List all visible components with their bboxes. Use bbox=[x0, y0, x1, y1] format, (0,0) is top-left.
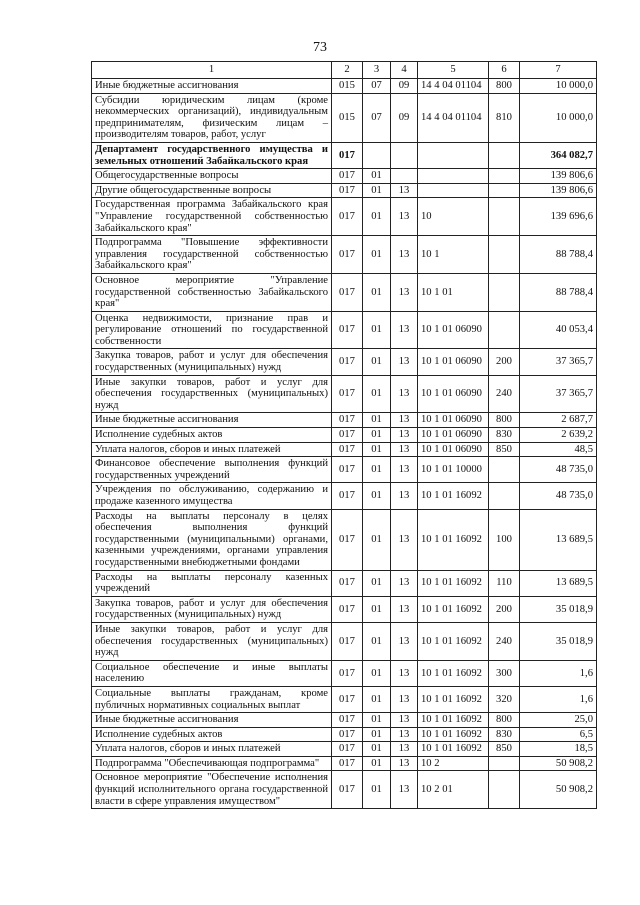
row-name-cell: Закупка товаров, работ и услуг для обеспечения государственных (муниципальных) нужд bbox=[92, 349, 332, 375]
row-vr-cell bbox=[489, 311, 520, 349]
row-ved-cell: 017 bbox=[332, 713, 363, 728]
row-name-cell: Государственная программа Забайкальского края "Управление государственной собственностью Забайкальского края" bbox=[92, 198, 332, 236]
table-row bbox=[92, 236, 597, 274]
row-vr-cell bbox=[489, 183, 520, 198]
table-row bbox=[92, 483, 597, 509]
row-name-cell: Исполнение судебных актов bbox=[92, 428, 332, 443]
table-row bbox=[92, 442, 597, 457]
row-ved-cell: 015 bbox=[332, 79, 363, 94]
row-name-cell: Подпрограмма "Обеспечивающая подпрограмма" bbox=[92, 756, 332, 771]
row-csr-cell: 10 1 01 06090 bbox=[418, 413, 489, 428]
row-sum-cell: 35 018,9 bbox=[520, 596, 597, 622]
row-sum-cell: 48 735,0 bbox=[520, 457, 597, 483]
row-csr-cell: 10 1 01 16092 bbox=[418, 483, 489, 509]
row-sum-cell: 37 365,7 bbox=[520, 349, 597, 375]
row-name-cell: Субсидии юридическим лицам (кроме некоммерческих организаций), индивидуальным предпринимателям, физическим лицам – производителям товаров, работ, услуг bbox=[92, 93, 332, 142]
table-row bbox=[92, 349, 597, 375]
row-name-cell: Основное мероприятие "Управление государственной собственностью Забайкальского края" bbox=[92, 273, 332, 311]
row-ved-cell: 017 bbox=[332, 686, 363, 712]
row-rz-cell: 01 bbox=[363, 236, 391, 274]
row-name-cell: Уплата налогов, сборов и иных платежей bbox=[92, 442, 332, 457]
row-sum-cell: 37 365,7 bbox=[520, 375, 597, 413]
row-name-cell: Учреждения по обслуживанию, содержанию и продаже казенного имущества bbox=[92, 483, 332, 509]
row-vr-cell bbox=[489, 198, 520, 236]
row-sum-cell: 13 689,5 bbox=[520, 509, 597, 570]
row-pr-cell: 09 bbox=[391, 93, 418, 142]
table-row bbox=[92, 457, 597, 483]
row-ved-cell: 017 bbox=[332, 198, 363, 236]
row-csr-cell: 10 1 01 06090 bbox=[418, 442, 489, 457]
row-csr-cell: 10 1 01 16092 bbox=[418, 570, 489, 596]
row-name-cell: Иные закупки товаров, работ и услуг для обеспечения государственных (муниципальных) нужд bbox=[92, 375, 332, 413]
row-rz-cell: 01 bbox=[363, 413, 391, 428]
row-name-cell: Закупка товаров, работ и услуг для обеспечения государственных (муниципальных) нужд bbox=[92, 596, 332, 622]
row-name-cell: Иные бюджетные ассигнования bbox=[92, 713, 332, 728]
row-ved-cell: 017 bbox=[332, 311, 363, 349]
table-row bbox=[92, 727, 597, 742]
row-vr-cell: 320 bbox=[489, 686, 520, 712]
row-sum-cell: 2 687,7 bbox=[520, 413, 597, 428]
row-sum-cell: 139 806,6 bbox=[520, 169, 597, 184]
row-vr-cell: 240 bbox=[489, 622, 520, 660]
row-name-cell: Расходы на выплаты персоналу казенных учреждений bbox=[92, 570, 332, 596]
row-csr-cell: 10 2 bbox=[418, 756, 489, 771]
row-name-cell: Социальные выплаты гражданам, кроме публичных нормативных социальных выплат bbox=[92, 686, 332, 712]
table-row bbox=[92, 273, 597, 311]
column-header: 3 bbox=[363, 62, 391, 79]
table-row bbox=[92, 198, 597, 236]
row-vr-cell: 830 bbox=[489, 727, 520, 742]
row-vr-cell: 200 bbox=[489, 596, 520, 622]
row-pr-cell bbox=[391, 169, 418, 184]
row-pr-cell: 13 bbox=[391, 509, 418, 570]
row-sum-cell: 35 018,9 bbox=[520, 622, 597, 660]
row-csr-cell: 10 2 01 bbox=[418, 771, 489, 809]
page-number: 73 bbox=[313, 40, 327, 55]
row-csr-cell: 10 1 01 10000 bbox=[418, 457, 489, 483]
row-csr-cell: 10 1 01 06090 bbox=[418, 428, 489, 443]
row-csr-cell: 10 1 01 16092 bbox=[418, 596, 489, 622]
row-rz-cell: 01 bbox=[363, 349, 391, 375]
row-rz-cell: 01 bbox=[363, 570, 391, 596]
row-ved-cell: 017 bbox=[332, 483, 363, 509]
row-pr-cell: 13 bbox=[391, 311, 418, 349]
row-ved-cell: 017 bbox=[332, 756, 363, 771]
row-pr-cell: 13 bbox=[391, 198, 418, 236]
row-rz-cell: 07 bbox=[363, 79, 391, 94]
row-name-cell: Департамент государственного имущества и земельных отношений Забайкальского края bbox=[92, 142, 332, 168]
row-ved-cell: 017 bbox=[332, 509, 363, 570]
row-csr-cell: 10 1 bbox=[418, 236, 489, 274]
row-name-cell: Основное мероприятие "Обеспечение исполнения функций исполнительного органа государственной власти в сфере управления имуществом" bbox=[92, 771, 332, 809]
row-csr-cell: 10 1 01 16092 bbox=[418, 713, 489, 728]
row-name-cell: Финансовое обеспечение выполнения функций государственных учреждений bbox=[92, 457, 332, 483]
table-row bbox=[92, 596, 597, 622]
row-csr-cell: 10 bbox=[418, 198, 489, 236]
row-sum-cell: 139 696,6 bbox=[520, 198, 597, 236]
column-header: 7 bbox=[520, 62, 597, 79]
row-rz-cell: 01 bbox=[363, 442, 391, 457]
row-rz-cell: 01 bbox=[363, 375, 391, 413]
row-ved-cell: 017 bbox=[332, 596, 363, 622]
table-row bbox=[92, 428, 597, 443]
table-row bbox=[92, 79, 597, 94]
row-name-cell: Социальное обеспечение и иные выплаты населению bbox=[92, 660, 332, 686]
row-sum-cell: 50 908,2 bbox=[520, 756, 597, 771]
row-ved-cell: 017 bbox=[332, 660, 363, 686]
row-pr-cell: 13 bbox=[391, 236, 418, 274]
row-rz-cell: 01 bbox=[363, 311, 391, 349]
row-pr-cell: 13 bbox=[391, 183, 418, 198]
row-sum-cell: 48,5 bbox=[520, 442, 597, 457]
row-csr-cell: 10 1 01 16092 bbox=[418, 742, 489, 757]
row-sum-cell: 10 000,0 bbox=[520, 79, 597, 94]
row-pr-cell: 13 bbox=[391, 273, 418, 311]
row-pr-cell: 13 bbox=[391, 727, 418, 742]
row-sum-cell: 10 000,0 bbox=[520, 93, 597, 142]
row-ved-cell: 017 bbox=[332, 457, 363, 483]
row-rz-cell: 01 bbox=[363, 169, 391, 184]
row-csr-cell bbox=[418, 142, 489, 168]
row-sum-cell: 25,0 bbox=[520, 713, 597, 728]
row-ved-cell: 017 bbox=[332, 183, 363, 198]
row-name-cell: Исполнение судебных актов bbox=[92, 727, 332, 742]
row-vr-cell: 830 bbox=[489, 428, 520, 443]
table-row bbox=[92, 660, 597, 686]
table-row bbox=[92, 771, 597, 809]
row-ved-cell: 017 bbox=[332, 622, 363, 660]
row-vr-cell bbox=[489, 236, 520, 274]
table-row bbox=[92, 413, 597, 428]
row-sum-cell: 88 788,4 bbox=[520, 273, 597, 311]
column-header: 5 bbox=[418, 62, 489, 79]
row-pr-cell: 13 bbox=[391, 660, 418, 686]
budget-table bbox=[91, 61, 597, 809]
row-csr-cell bbox=[418, 183, 489, 198]
row-sum-cell: 40 053,4 bbox=[520, 311, 597, 349]
row-name-cell: Иные закупки товаров, работ и услуг для обеспечения государственных (муниципальных) нужд bbox=[92, 622, 332, 660]
row-rz-cell: 01 bbox=[363, 622, 391, 660]
row-ved-cell: 017 bbox=[332, 142, 363, 168]
row-name-cell: Оценка недвижимости, признание прав и регулирование отношений по государственной собственности bbox=[92, 311, 332, 349]
row-sum-cell: 18,5 bbox=[520, 742, 597, 757]
row-ved-cell: 017 bbox=[332, 771, 363, 809]
row-pr-cell: 13 bbox=[391, 349, 418, 375]
row-rz-cell: 01 bbox=[363, 273, 391, 311]
row-name-cell: Иные бюджетные ассигнования bbox=[92, 413, 332, 428]
row-name-cell: Расходы на выплаты персоналу в целях обеспечения выполнения функций государственными (муниципальными) органами, казенными учреждениями, органами управления государственными внебюджетными фондами bbox=[92, 509, 332, 570]
row-pr-cell: 13 bbox=[391, 742, 418, 757]
row-rz-cell: 01 bbox=[363, 771, 391, 809]
table-row bbox=[92, 375, 597, 413]
column-header: 6 bbox=[489, 62, 520, 79]
row-sum-cell: 88 788,4 bbox=[520, 236, 597, 274]
row-pr-cell: 13 bbox=[391, 713, 418, 728]
table-row bbox=[92, 713, 597, 728]
row-name-cell: Иные бюджетные ассигнования bbox=[92, 79, 332, 94]
row-vr-cell bbox=[489, 142, 520, 168]
row-sum-cell: 1,6 bbox=[520, 660, 597, 686]
row-pr-cell: 13 bbox=[391, 428, 418, 443]
column-header: 1 bbox=[92, 62, 332, 79]
row-pr-cell: 13 bbox=[391, 771, 418, 809]
row-csr-cell: 14 4 04 01104 bbox=[418, 93, 489, 142]
row-csr-cell: 10 1 01 16092 bbox=[418, 686, 489, 712]
row-csr-cell: 10 1 01 16092 bbox=[418, 622, 489, 660]
row-sum-cell: 6,5 bbox=[520, 727, 597, 742]
table-row bbox=[92, 142, 597, 168]
row-name-cell: Другие общегосударственные вопросы bbox=[92, 183, 332, 198]
row-vr-cell: 800 bbox=[489, 79, 520, 94]
table-header-row bbox=[92, 62, 597, 79]
row-rz-cell: 01 bbox=[363, 198, 391, 236]
row-pr-cell: 13 bbox=[391, 413, 418, 428]
table-row bbox=[92, 686, 597, 712]
table-row bbox=[92, 742, 597, 757]
table-row bbox=[92, 622, 597, 660]
row-pr-cell: 13 bbox=[391, 442, 418, 457]
row-vr-cell: 110 bbox=[489, 570, 520, 596]
row-csr-cell: 10 1 01 06090 bbox=[418, 375, 489, 413]
row-vr-cell bbox=[489, 457, 520, 483]
row-csr-cell: 10 1 01 06090 bbox=[418, 311, 489, 349]
row-vr-cell: 300 bbox=[489, 660, 520, 686]
row-pr-cell: 13 bbox=[391, 686, 418, 712]
row-sum-cell: 48 735,0 bbox=[520, 483, 597, 509]
row-rz-cell: 01 bbox=[363, 483, 391, 509]
row-rz-cell bbox=[363, 142, 391, 168]
row-ved-cell: 017 bbox=[332, 413, 363, 428]
row-pr-cell bbox=[391, 142, 418, 168]
row-sum-cell: 1,6 bbox=[520, 686, 597, 712]
row-vr-cell bbox=[489, 273, 520, 311]
table-row bbox=[92, 509, 597, 570]
row-pr-cell: 13 bbox=[391, 483, 418, 509]
table-row bbox=[92, 93, 597, 142]
row-rz-cell: 01 bbox=[363, 727, 391, 742]
table-row bbox=[92, 183, 597, 198]
row-csr-cell: 10 1 01 16092 bbox=[418, 509, 489, 570]
row-vr-cell bbox=[489, 771, 520, 809]
row-vr-cell: 240 bbox=[489, 375, 520, 413]
row-ved-cell: 017 bbox=[332, 742, 363, 757]
row-vr-cell: 200 bbox=[489, 349, 520, 375]
row-rz-cell: 01 bbox=[363, 660, 391, 686]
row-sum-cell: 2 639,2 bbox=[520, 428, 597, 443]
row-csr-cell: 10 1 01 16092 bbox=[418, 727, 489, 742]
row-vr-cell: 800 bbox=[489, 713, 520, 728]
row-sum-cell: 139 806,6 bbox=[520, 183, 597, 198]
row-ved-cell: 015 bbox=[332, 93, 363, 142]
row-ved-cell: 017 bbox=[332, 273, 363, 311]
column-header: 4 bbox=[391, 62, 418, 79]
row-pr-cell: 09 bbox=[391, 79, 418, 94]
row-vr-cell: 800 bbox=[489, 413, 520, 428]
row-rz-cell: 01 bbox=[363, 509, 391, 570]
row-sum-cell: 13 689,5 bbox=[520, 570, 597, 596]
row-vr-cell: 100 bbox=[489, 509, 520, 570]
row-vr-cell bbox=[489, 756, 520, 771]
column-header: 2 bbox=[332, 62, 363, 79]
row-rz-cell: 01 bbox=[363, 686, 391, 712]
row-name-cell: Общегосударственные вопросы bbox=[92, 169, 332, 184]
row-pr-cell: 13 bbox=[391, 375, 418, 413]
row-ved-cell: 017 bbox=[332, 727, 363, 742]
row-csr-cell: 10 1 01 bbox=[418, 273, 489, 311]
row-vr-cell: 850 bbox=[489, 442, 520, 457]
row-rz-cell: 01 bbox=[363, 713, 391, 728]
row-name-cell: Подпрограмма "Повышение эффективности управления государственной собственностью Забайкальского края" bbox=[92, 236, 332, 274]
row-sum-cell: 364 082,7 bbox=[520, 142, 597, 168]
table-row bbox=[92, 311, 597, 349]
row-csr-cell: 14 4 04 01104 bbox=[418, 79, 489, 94]
row-csr-cell: 10 1 01 16092 bbox=[418, 660, 489, 686]
table-row bbox=[92, 570, 597, 596]
table-row bbox=[92, 169, 597, 184]
row-rz-cell: 01 bbox=[363, 596, 391, 622]
row-pr-cell: 13 bbox=[391, 457, 418, 483]
table-row bbox=[92, 756, 597, 771]
row-pr-cell: 13 bbox=[391, 596, 418, 622]
row-ved-cell: 017 bbox=[332, 442, 363, 457]
row-csr-cell bbox=[418, 169, 489, 184]
row-vr-cell: 850 bbox=[489, 742, 520, 757]
row-pr-cell: 13 bbox=[391, 622, 418, 660]
row-ved-cell: 017 bbox=[332, 570, 363, 596]
row-rz-cell: 01 bbox=[363, 457, 391, 483]
row-vr-cell bbox=[489, 483, 520, 509]
row-pr-cell: 13 bbox=[391, 570, 418, 596]
row-ved-cell: 017 bbox=[332, 236, 363, 274]
row-vr-cell: 810 bbox=[489, 93, 520, 142]
row-name-cell: Уплата налогов, сборов и иных платежей bbox=[92, 742, 332, 757]
row-vr-cell bbox=[489, 169, 520, 184]
row-ved-cell: 017 bbox=[332, 375, 363, 413]
row-rz-cell: 01 bbox=[363, 756, 391, 771]
row-pr-cell: 13 bbox=[391, 756, 418, 771]
row-csr-cell: 10 1 01 06090 bbox=[418, 349, 489, 375]
row-ved-cell: 017 bbox=[332, 428, 363, 443]
row-ved-cell: 017 bbox=[332, 349, 363, 375]
row-rz-cell: 01 bbox=[363, 428, 391, 443]
row-ved-cell: 017 bbox=[332, 169, 363, 184]
row-rz-cell: 07 bbox=[363, 93, 391, 142]
row-sum-cell: 50 908,2 bbox=[520, 771, 597, 809]
row-rz-cell: 01 bbox=[363, 183, 391, 198]
row-rz-cell: 01 bbox=[363, 742, 391, 757]
